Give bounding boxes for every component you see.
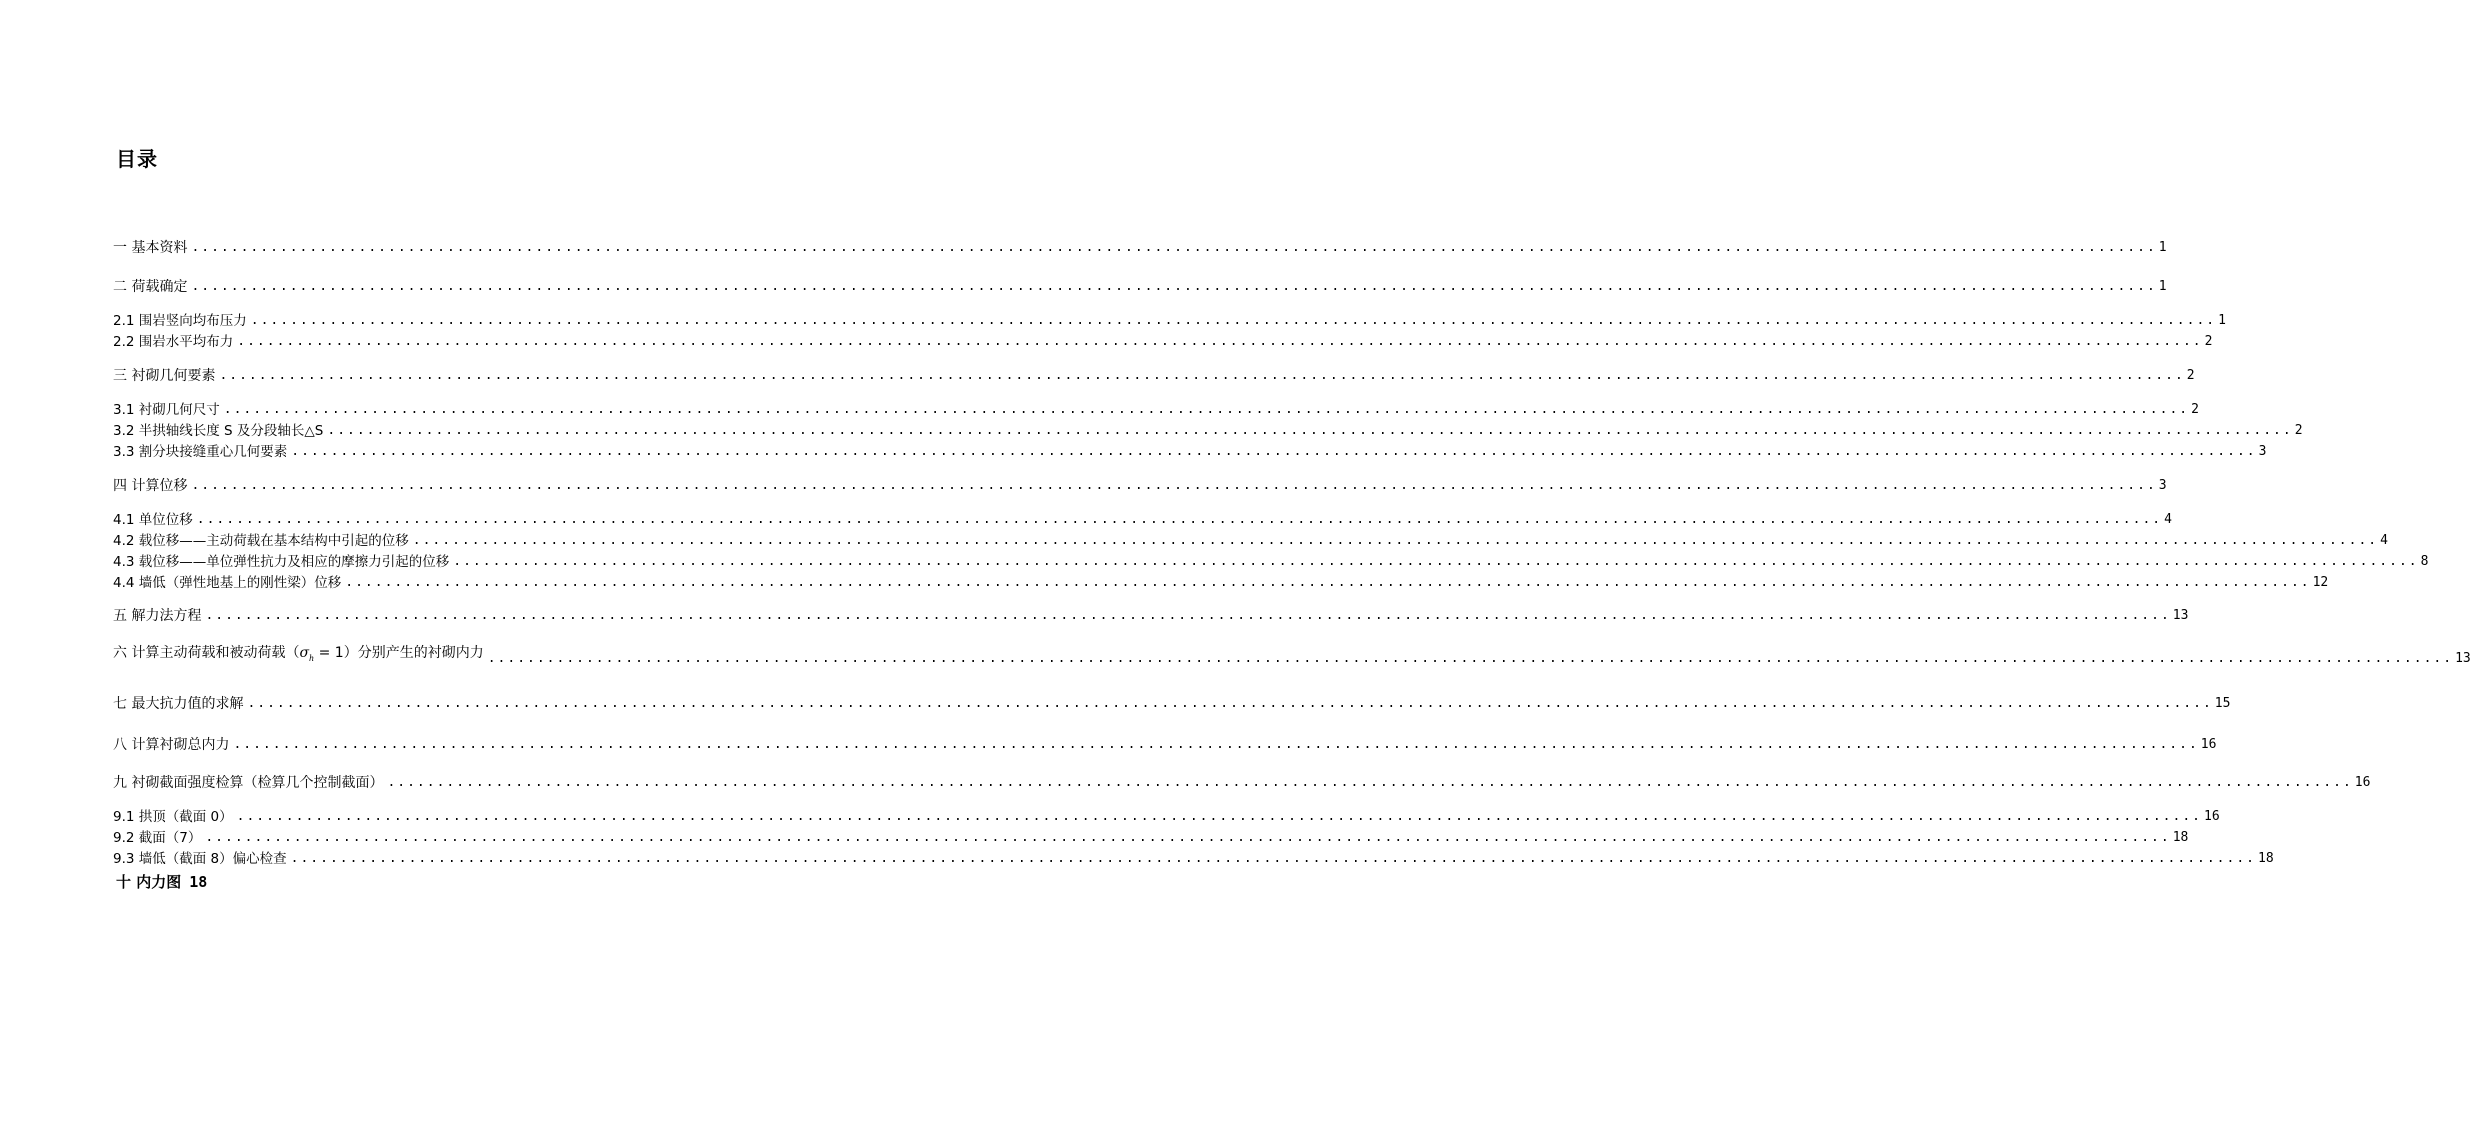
toc-page-number: 16 [2354, 775, 2371, 790]
toc-entry-label: 9.1 拱顶（截面 0） [113, 809, 233, 825]
dot-leader: ........................................................................................................................................................................................................ [233, 737, 2199, 752]
toc-entry-label: 三 衬砌几何要素 [113, 368, 216, 384]
dot-leader: ........................................................................................................................................................................................................ [291, 444, 2257, 459]
sigma-equation: = 1 [314, 645, 344, 662]
toc-page-number: 3 [2258, 444, 2267, 459]
toc-entry-label: 一 基本资料 [113, 240, 188, 256]
label-prefix: 六 计算主动荷载和被动荷载（ [113, 645, 300, 662]
toc-entry-label: 二 荷载确定 [113, 279, 188, 295]
toc-entry-label: 3.3 割分块接缝重心几何要素 [113, 444, 288, 460]
toc-entry-label: 9.3 墙低（截面 8）偏心检查 [113, 851, 287, 867]
toc-entry-3-2[interactable] [113, 421, 2303, 441]
toc-entry-label: 十 内力图 [116, 873, 182, 891]
dot-leader: ........................................................................................................................................................................................................ [453, 554, 2419, 569]
toc-entry-4[interactable] [113, 476, 2167, 496]
dot-leader: ........................................................................................................................................................................................................ [250, 313, 2217, 328]
dot-leader: ........................................................................................................................................................................................................ [387, 775, 2353, 790]
dot-leader: ........................................................................................................................................................................................................ [191, 478, 2157, 493]
dot-leader: ........................................................................................................................................................................................................ [205, 830, 2171, 845]
dot-leader: ........................................................................................................................................................................................................ [327, 423, 2293, 438]
toc-entry-2[interactable] [113, 277, 2167, 297]
toc-entry-label: 八 计算衬砌总内力 [113, 737, 230, 753]
sigma-subscript: h [309, 654, 315, 663]
toc-page-number: 16 [2200, 737, 2217, 752]
dot-leader: ........................................................................................................................................................................................................ [487, 651, 2454, 666]
toc-page-number: 4 [2164, 512, 2172, 527]
toc-page-number: 18 [2172, 830, 2189, 845]
sigma-symbol [299, 645, 314, 661]
toc-entry-4-1[interactable] [113, 510, 2172, 530]
toc-page-number: 2 [2191, 402, 2199, 417]
toc-entry-label: 3.2 半拱轴线长度 S 及分段轴长△S [113, 423, 324, 439]
toc-entry-2-1[interactable] [113, 311, 2226, 331]
toc-entry-8[interactable] [113, 735, 2217, 755]
toc-page-number: 2 [2204, 334, 2213, 349]
dot-leader: ........................................................................................................................................................................................................ [191, 279, 2157, 294]
toc-entry-9-2[interactable] [113, 828, 2189, 848]
toc-page-number: 8 [2420, 554, 2429, 569]
dot-leader: ........................................................................................................................................................................................................ [290, 851, 2256, 866]
toc-entry-7[interactable] [113, 694, 2231, 714]
toc-entry-3-3[interactable] [113, 442, 2267, 462]
toc-entry-label: 五 解力法方程 [113, 608, 202, 624]
toc-page-number: 1 [2158, 240, 2167, 255]
toc-entry-label: 四 计算位移 [113, 478, 188, 494]
toc-entry-label: 九 衬砌截面强度检算（检算几个控制截面） [113, 775, 384, 791]
dot-leader: ........................................................................................................................................................................................................ [345, 575, 2311, 590]
toc-entry-6[interactable] [113, 645, 2471, 669]
dot-leader: ........................................................................................................................................................................................................ [191, 240, 2157, 255]
toc-page-number: 18 [189, 873, 208, 891]
toc-entry-label: 七 最大抗力值的求解 [113, 696, 244, 712]
toc-entry-10[interactable] [116, 872, 207, 892]
dot-leader: ........................................................................................................................................................................................................ [247, 696, 2213, 711]
toc-page-number: 1 [2218, 313, 2226, 328]
toc-entry-label: 2.1 围岩竖向均布压力 [113, 313, 247, 329]
toc-entry-label: 4.2 载位移——主动荷载在基本结构中引起的位移 [113, 533, 409, 549]
label-suffix: ）分别产生的衬砌内力 [343, 645, 484, 662]
toc-page-number: 3 [2158, 478, 2167, 493]
dot-leader: ........................................................................................................................................................................................................ [223, 402, 2190, 417]
toc-page-number: 13 [2455, 651, 2471, 666]
toc-entry-9-3[interactable] [113, 849, 2274, 869]
toc-page-number: 12 [2312, 575, 2329, 590]
dot-leader: ........................................................................................................................................................................................................ [237, 334, 2203, 349]
toc-entry-label: 2.2 围岩水平均布力 [113, 334, 234, 350]
toc-entry-4-4[interactable] [113, 573, 2329, 593]
page-title: 目录 [116, 147, 158, 171]
toc-entry-4-3[interactable] [113, 552, 2429, 572]
dot-leader: ........................................................................................................................................................................................................ [236, 809, 2202, 824]
toc-entry-9-1[interactable] [113, 807, 2220, 827]
toc-entry-3-1[interactable] [113, 400, 2199, 420]
toc-page-number: 2 [2186, 368, 2195, 383]
toc-page-number: 18 [2258, 851, 2274, 866]
toc-entry-9[interactable] [113, 773, 2371, 793]
dot-leader: ........................................................................................................................................................................................................ [196, 512, 2163, 527]
dot-leader: ........................................................................................................................................................................................................ [219, 368, 2185, 383]
toc-entry-3[interactable] [113, 366, 2195, 386]
toc-entry-2-2[interactable] [113, 332, 2213, 352]
dot-leader: ........................................................................................................................................................................................................ [412, 533, 2379, 548]
toc-entry-4-2[interactable] [113, 531, 2388, 551]
toc-page-number: 4 [2380, 533, 2388, 548]
toc-entry-label: 4.1 单位位移 [113, 512, 193, 528]
toc-page-number: 16 [2204, 809, 2220, 824]
toc-entry-label: 4.4 墙低（弹性地基上的刚性梁）位移 [113, 575, 342, 591]
toc-entry-5[interactable] [113, 606, 2189, 626]
toc-entry-1[interactable] [113, 238, 2167, 258]
toc-page-number: 13 [2172, 608, 2189, 623]
toc-page-number: 15 [2214, 696, 2231, 711]
toc-entry-label: 3.1 衬砌几何尺寸 [113, 402, 220, 418]
toc-page-number: 1 [2158, 279, 2167, 294]
toc-entry-label: 4.3 载位移——单位弹性抗力及相应的摩擦力引起的位移 [113, 554, 450, 570]
toc-page-number: 2 [2294, 423, 2303, 438]
dot-leader: ........................................................................................................................................................................................................ [205, 608, 2171, 623]
sigma-char: σ [299, 645, 310, 662]
toc-entry-label: 9.2 截面（7） [113, 830, 202, 846]
toc-entry-label [113, 643, 488, 669]
